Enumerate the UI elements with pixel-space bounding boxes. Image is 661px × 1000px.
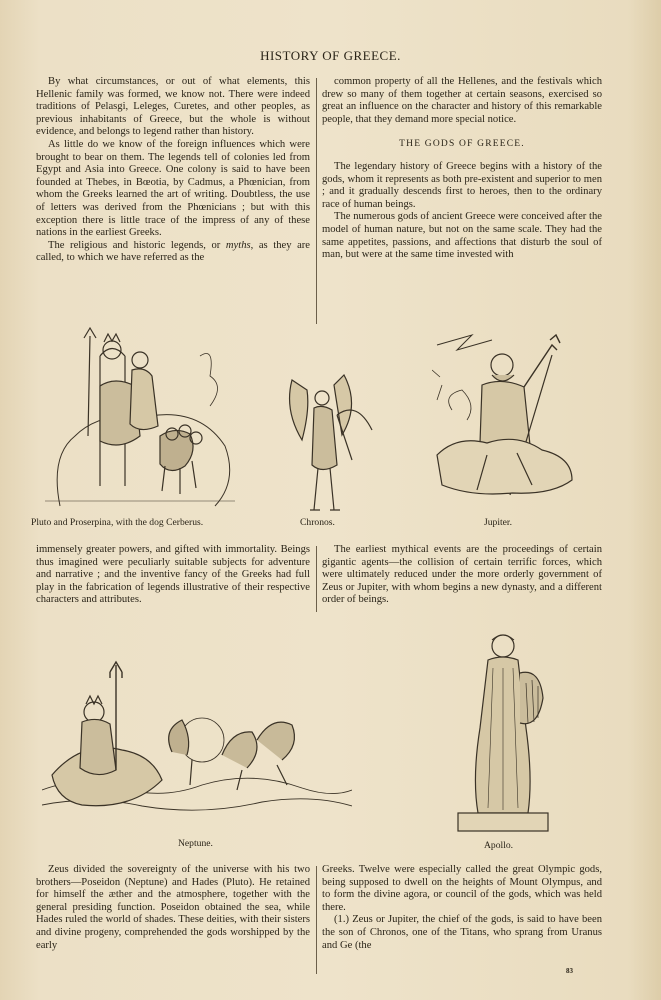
running-title: HISTORY OF GREECE.	[260, 48, 401, 63]
paragraph: common property of all the Hellenes, and the festivals which drew so many of them together at certain seasons, exercised so great an influence on the character and history of this remarkable people, that they demand more special notice.	[322, 76, 602, 125]
column-rule	[316, 866, 317, 974]
section3-left-column	[36, 864, 310, 952]
section2-right-column	[322, 544, 602, 607]
text: The religious and historic legends, or	[48, 239, 226, 251]
italic-term: myths	[225, 239, 251, 251]
pluto-proserpina-illustration	[40, 316, 240, 511]
paragraph: Zeus divided the sovereignty of the universe with his two brothers—Poseidon (Neptune) and Hades (Pluto). He retained for himself the æther and the atmosphere, together with the general presiding function. Poseidon obtained the sea, while Hades ruled the world of shades. These deities, with their sisters and divine progeny, comprehended the gods worshipped by the early	[36, 864, 310, 951]
paragraph: The earliest mythical events are the proceedings of certain gigantic agents—the collision of certain terrific forces, which were ultimately reduced under the more orderly government of Zeus or Jupiter, with whom begins a new dynasty, and a different order of beings.	[322, 544, 602, 606]
paragraph: (1.) Zeus or Jupiter, the chief of the gods, is said to have been the son of Chronos, one of the Titans, who sprang from Uranus and Ge (the	[322, 914, 602, 951]
neptune-illustration	[42, 660, 352, 830]
paragraph: The numerous gods of ancient Greece were conceived after the model of human nature, but not on the same scale. They had the same appetites, passions, and affections that disturb the soul of man, but were at the same time invested with	[322, 211, 602, 261]
section1-right-column	[322, 76, 602, 262]
jupiter-illustration	[432, 325, 582, 505]
text: , as they are called, to which we have referred as the	[36, 239, 310, 264]
paragraph	[36, 240, 310, 265]
apollo-illustration	[448, 628, 558, 838]
section2-left-column	[36, 544, 310, 607]
column-rule	[316, 78, 317, 324]
section1-left-column	[36, 76, 310, 265]
chronos-illustration	[282, 370, 382, 515]
paragraph: immensely greater powers, and gifted with immortality. Beings thus imagined were peculiarly suitable subjects for adventure and narrative ; and the inventive fancy of the Greeks had full play in the fabrication of legends illustrative of their respective characters and attributes.	[36, 544, 310, 606]
caption-apollo: Apollo.	[484, 840, 514, 851]
caption-jupiter: Jupiter.	[484, 517, 512, 528]
section-heading: THE GODS OF GREECE.	[399, 139, 525, 150]
caption-neptune: Neptune.	[178, 838, 213, 849]
caption-pluto-proserpina: Pluto and Proserpina, with the dog Cerberus.	[31, 517, 204, 528]
section3-right-column	[322, 864, 602, 952]
column-rule	[316, 546, 317, 612]
page-number: 83	[566, 967, 573, 975]
paragraph: The legendary history of Greece begins with a history of the gods, whom it represents as both pre-existent and superior to men ; and it gradually descends first to heroes, then to the ordinary race of human beings.	[322, 160, 602, 210]
caption-chronos: Chronos.	[300, 517, 335, 528]
paragraph: As little do we know of the foreign influences which were brought to bear on them. The legends tell of colonies led from Egypt and Asia into Greece. One colony is said to have been founded at Thebes, in Bœotia, by Cadmus, a Phœnician, from whom the Greeks learned the art of writing. Doubtless, the use of letters was derived from the Phœnicians ; but with this exception there is little trace of the impress of any of these nations in the earliest Greeks.	[36, 138, 310, 239]
paragraph: By what circumstances, or out of what elements, this Hellenic family was formed, we know not. There were indeed traditions of Pelasgi, Leleges, Curetes, and other peoples, as previous inhabitants of Greece, but the whole is without evidence, and belongs to legend rather than history.	[36, 76, 310, 138]
paragraph: Greeks. Twelve were especially called the great Olympic gods, being supposed to dwell on the heights of Mount Olympus, and to form the divine agora, or council of the gods, which was held there.	[322, 864, 602, 913]
